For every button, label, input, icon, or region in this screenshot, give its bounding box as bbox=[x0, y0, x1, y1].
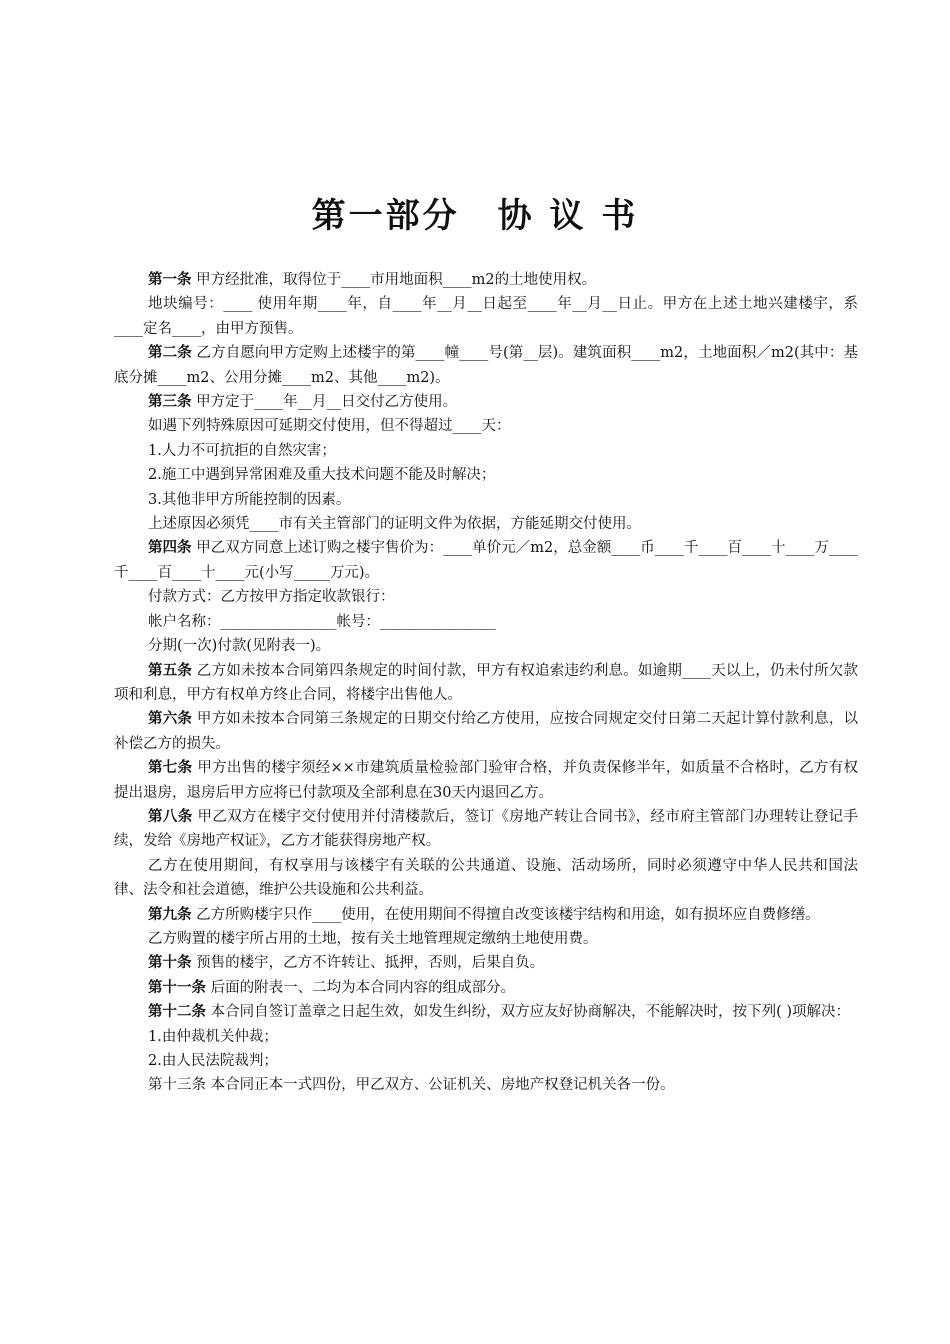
paragraph-text: 乙方在使用期间，有权享用与该楼宇有关联的公共通道、设施、活动场所，同时必须遵守中华人民共和国法律、法令和社会道德，维护公共设施和公共利益。 bbox=[114, 857, 858, 899]
contract-paragraph bbox=[114, 292, 858, 341]
article-label: 第二条 bbox=[148, 345, 192, 362]
contract-paragraph bbox=[114, 585, 858, 609]
contract-paragraph bbox=[114, 903, 858, 927]
paragraph-text: 甲乙双方在楼宇交付使用并付清楼款后，签订《房地产转让合同书》，经市府主管部门办理转让登记手续，发给《房地产权证》，乙方才能获得房地产权。 bbox=[114, 808, 859, 850]
contract-paragraph bbox=[114, 610, 858, 634]
paragraph-text: 甲方经批准，取得位于____市用地面积____m2的土地使用权。 bbox=[196, 272, 597, 288]
paragraph-text: 甲方定于____年__月__日交付乙方使用。 bbox=[196, 394, 458, 411]
paragraph-text: 预售的楼宇，乙方不许转让、抵押，否则，后果自负。 bbox=[196, 955, 545, 972]
contract-paragraph bbox=[114, 536, 858, 585]
title-name: 协 议 书 bbox=[497, 196, 639, 236]
paragraph-text: 2.施工中遇到异常困难及重大技术问题不能及时解决； bbox=[148, 467, 496, 484]
paragraph-text: 甲方出售的楼宇须经××市建筑质量检验部门验审合格，并负责保修半年，如质量不合格时，乙方有权提出退房，退房后甲方应将已付款项及全部利息在30天内退回乙方。 bbox=[114, 760, 859, 801]
contract-body bbox=[114, 268, 858, 1098]
paragraph-text: 3.其他非甲方所能控制的因素。 bbox=[148, 491, 351, 508]
paragraph-text: 帐户名称：________________帐号：________________ bbox=[148, 613, 496, 630]
contract-paragraph bbox=[114, 805, 858, 854]
paragraph-text: 后面的附表一、二均为本合同内容的组成部分。 bbox=[210, 979, 516, 996]
contract-paragraph bbox=[114, 268, 858, 292]
contract-paragraph bbox=[114, 512, 858, 536]
contract-paragraph bbox=[114, 854, 858, 903]
article-label: 第七条 bbox=[148, 760, 193, 777]
article-label: 第四条 bbox=[148, 540, 192, 557]
article-label: 第八条 bbox=[148, 808, 193, 825]
contract-paragraph bbox=[114, 341, 858, 390]
article-label: 第三条 bbox=[148, 394, 192, 411]
paragraph-text: 本合同自签订盖章之日起生效，如发生纠纷，双方应友好协商解决，不能解决时，按下列( )项解决： bbox=[210, 1004, 851, 1021]
article-label: 第五条 bbox=[148, 662, 193, 679]
paragraph-text: 如遇下列特殊原因可延期交付使用，但不得超过____天： bbox=[148, 418, 511, 435]
document-title bbox=[0, 188, 950, 244]
contract-paragraph bbox=[114, 951, 858, 975]
paragraph-text: 甲方如未按本合同第三条规定的日期交付给乙方使用，应按合同规定交付日第二天起计算付款利息，以补偿乙方的损失。 bbox=[114, 711, 859, 752]
contract-paragraph bbox=[114, 414, 858, 438]
paragraph-text: 乙方如未按本合同第四条规定的时间付款，甲方有权追索违约利息。如逾期____天以上，仍未付所欠款项和利息，甲方有权单方终止合同，将楼宇出售他人。 bbox=[114, 662, 859, 703]
paragraph-text: 乙方自愿向甲方定购上述楼宇的第____幢____号(第__层)。建筑面积____m2，土地面积／m2(其中：基底分摊____m2、公用分摊____m2、其他____m2)。 bbox=[114, 345, 859, 386]
paragraph-text: 乙方购置的楼宇所占用的土地，按有关土地管理规定缴纳土地使用费。 bbox=[148, 930, 598, 947]
article-label: 第一条 bbox=[148, 272, 192, 288]
contract-paragraph bbox=[114, 1049, 858, 1073]
contract-paragraph bbox=[114, 976, 858, 1000]
contract-paragraph bbox=[114, 390, 858, 414]
paragraph-text: 乙方所购楼宇只作____使用，在使用期间不得擅自改变该楼宇结构和用途，如有损坏应自费修缮。 bbox=[196, 906, 820, 923]
contract-paragraph bbox=[114, 659, 858, 708]
contract-paragraph bbox=[114, 439, 858, 463]
article-label: 第十一条 bbox=[148, 979, 206, 996]
paragraph-text: 地块编号：____ 使用年期____年，自____年__月__日起至____年__月__日止。甲方在上述土地兴建楼宇，系____定名____，由甲方预售。 bbox=[114, 296, 858, 337]
contract-paragraph bbox=[114, 1073, 858, 1097]
paragraph-text: 第十三条 本合同正本一式四份，甲乙双方、公证机关、房地产权登记机关各一份。 bbox=[148, 1077, 675, 1094]
contract-paragraph bbox=[114, 1025, 858, 1049]
contract-paragraph bbox=[114, 707, 858, 756]
paragraph-text: 1.由仲裁机关仲裁； bbox=[148, 1028, 278, 1045]
article-label: 第九条 bbox=[148, 906, 192, 923]
article-label: 第十条 bbox=[148, 955, 192, 972]
title-part: 第一部分 bbox=[311, 196, 460, 236]
paragraph-text: 2.由人民法院裁判； bbox=[148, 1053, 278, 1069]
paragraph-text: 付款方式：乙方按甲方指定收款银行： bbox=[148, 589, 395, 606]
article-label: 第十二条 bbox=[148, 1004, 206, 1021]
contract-paragraph bbox=[114, 634, 858, 658]
contract-paragraph bbox=[114, 463, 858, 487]
paragraph-text: 1.人力不可抗拒的自然灾害； bbox=[148, 442, 336, 459]
paragraph-text: 分期(一次)付款(见附表一)。 bbox=[148, 638, 331, 655]
article-label: 第六条 bbox=[148, 711, 193, 728]
contract-paragraph bbox=[114, 1000, 858, 1024]
contract-paragraph bbox=[114, 927, 858, 951]
contract-paragraph bbox=[114, 488, 858, 512]
contract-paragraph bbox=[114, 756, 858, 805]
paragraph-text: 上述原因必须凭____市有关主管部门的证明文件为依据，方能延期交付使用。 bbox=[148, 516, 641, 533]
paragraph-text: 甲乙双方同意上述订购之楼宇售价为：____单价元／m2，总金额____币____千____百____十____万____千____百____十____元(小写_____万元)。 bbox=[114, 540, 859, 581]
